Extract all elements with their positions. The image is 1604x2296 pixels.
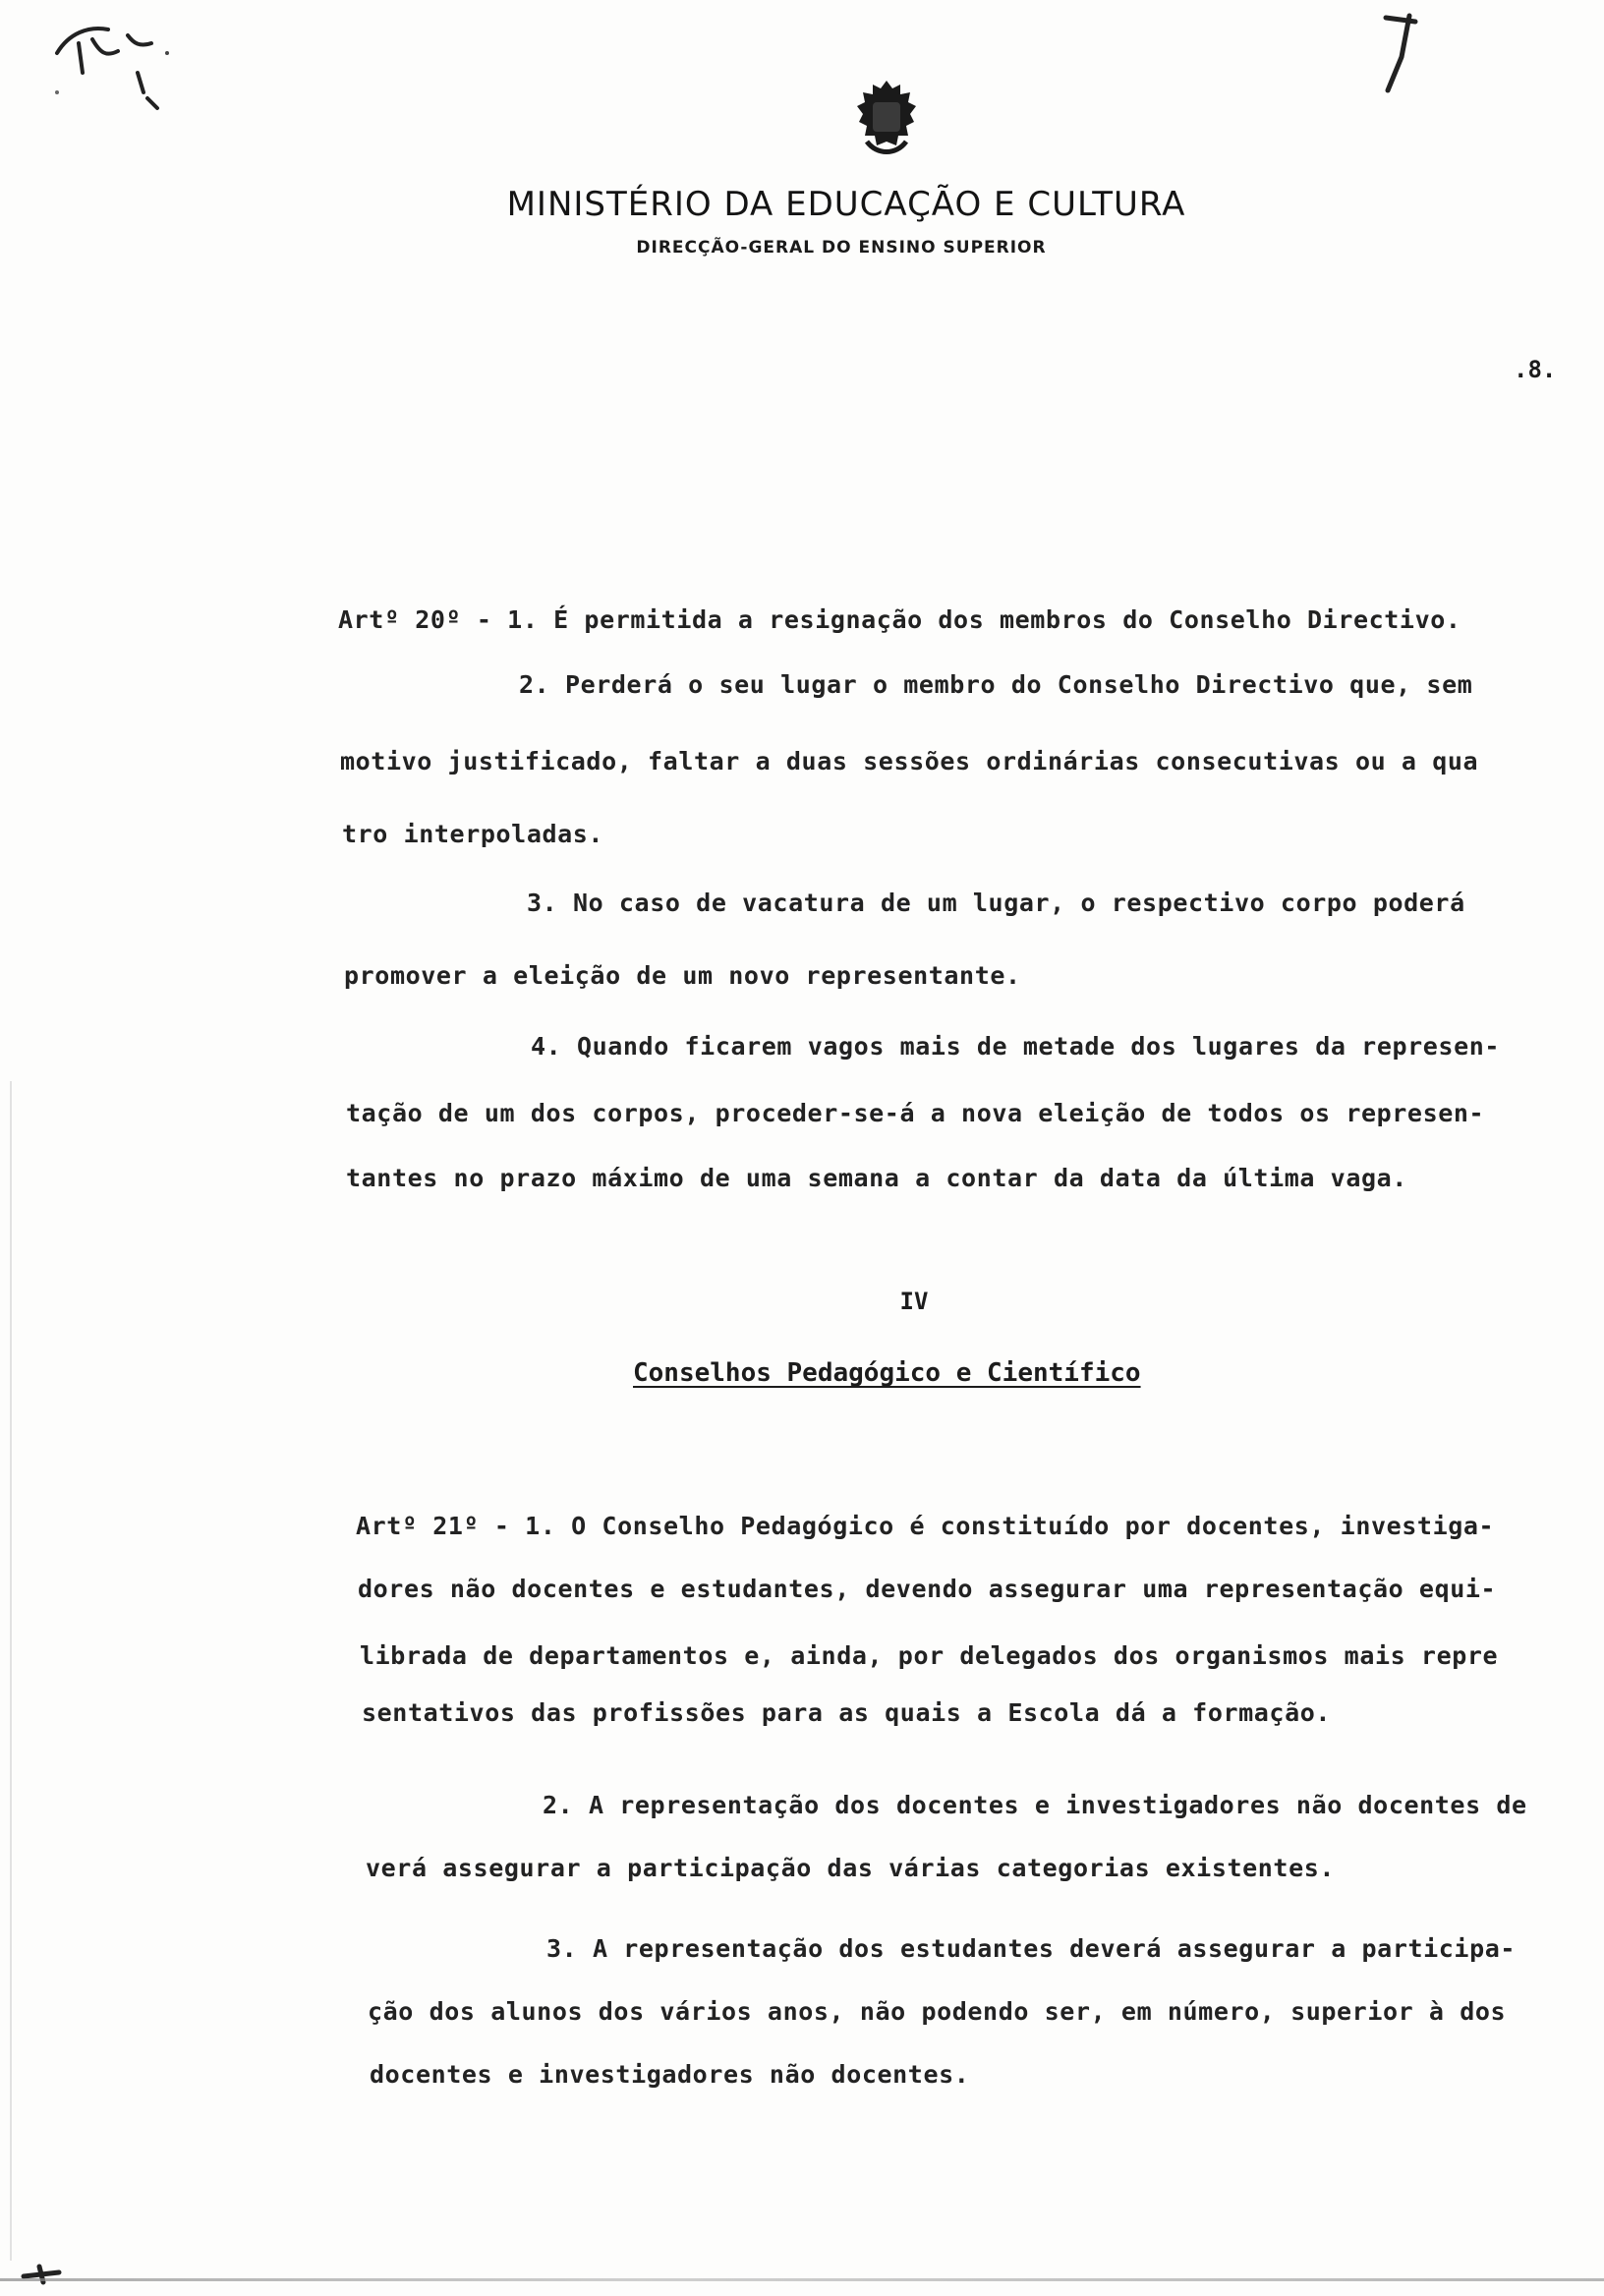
art20-line-1: Artº 20º - 1. É permitida a resignação dos membros do Conselho Directivo.	[338, 605, 1461, 634]
art20-line-5: 3. No caso de vacatura de um lugar, o respectivo corpo poderá	[527, 889, 1465, 917]
scan-mark-top-left	[49, 14, 187, 122]
art21-line-8: ção dos alunos dos vários anos, não podendo ser, em número, superior à dos	[368, 1997, 1507, 2026]
art21-line-7: 3. A representação dos estudantes deverá assegurar a participa-	[546, 1934, 1517, 1963]
art20-line-3: motivo justificado, faltar a duas sessões ordinárias consecutivas ou a qua	[340, 747, 1479, 775]
section-title: Conselhos Pedagógico e Científico	[633, 1358, 1141, 1388]
art20-line-2: 2. Perderá o seu lugar o membro do Conselho Directivo que, sem	[519, 670, 1473, 699]
art21-line-2: dores não docentes e estudantes, devendo assegurar uma representação equi-	[358, 1575, 1497, 1603]
scan-bottom-edge	[0, 2278, 1604, 2281]
art21-line-6: verá assegurar a participação das várias categorias existentes.	[366, 1854, 1336, 1882]
art20-line-8: tação de um dos corpos, proceder-se-á a nova eleição de todos os represen-	[346, 1099, 1485, 1127]
art20-line-6: promover a eleição de um novo representante.	[344, 961, 1021, 990]
art20-line-9: tantes no prazo máximo de uma semana a contar da data da última vaga.	[346, 1164, 1407, 1192]
art20-line-7: 4. Quando ficarem vagos mais de metade dos lugares da represen-	[531, 1032, 1501, 1061]
ministry-heading: MINISTÉRIO DA EDUCAÇÃO E CULTURA	[506, 185, 1186, 224]
art21-line-9: docentes e investigadores não docentes.	[370, 2060, 970, 2089]
scan-edge-shadow	[10, 1081, 12, 2261]
page-number: .8.	[1514, 356, 1557, 383]
art20-line-4: tro interpoladas.	[342, 820, 604, 848]
scan-mark-top-right	[1366, 8, 1435, 96]
section-number: IV	[899, 1288, 929, 1315]
scan-mark-bottom-left	[20, 2261, 79, 2290]
art21-line-4: sentativos das profissões para as quais a Escola dá a formação.	[362, 1698, 1332, 1727]
art21-line-3: librada de departamentos e, ainda, por delegados dos organismos mais repre	[360, 1641, 1499, 1670]
art21-line-5: 2. A representação dos docentes e investigadores não docentes de	[543, 1791, 1527, 1819]
art21-line-1: Artº 21º - 1. O Conselho Pedagógico é constituído por docentes, investiga-	[356, 1512, 1495, 1540]
direction-subheading: DIRECÇÃO-GERAL DO ENSINO SUPERIOR	[636, 238, 1047, 258]
coat-of-arms-icon	[853, 77, 920, 159]
